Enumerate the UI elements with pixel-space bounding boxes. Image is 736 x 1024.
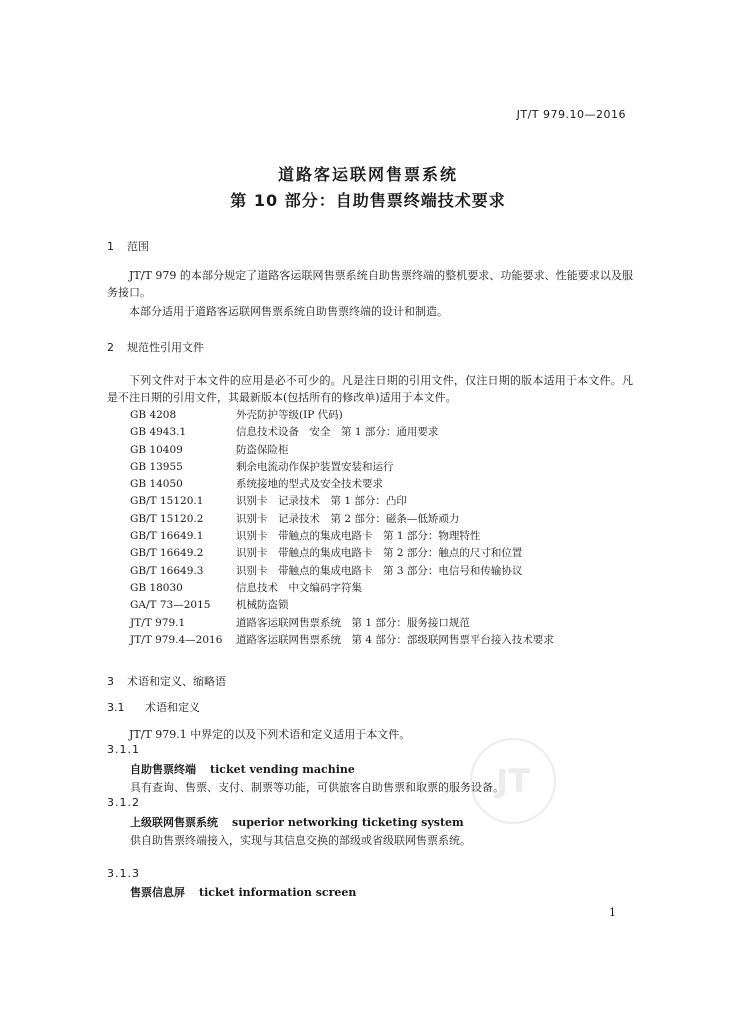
term-chinese: 自助售票终端	[130, 763, 196, 776]
reference-code: GB/T 15120.1	[130, 495, 204, 508]
reference-item	[130, 597, 554, 614]
term-chinese: 上级联网售票系统	[130, 816, 218, 829]
reference-code: GB 4943.1	[130, 426, 187, 439]
term-heading	[130, 814, 464, 830]
term-number: 3.1.3	[107, 867, 140, 880]
standard-code: JT/T 979.10—2016	[516, 108, 626, 121]
reference-item	[130, 615, 554, 632]
reference-code: GB/T 16649.1	[130, 530, 204, 543]
reference-title: 系统接地的型式及安全技术要求	[236, 478, 383, 491]
reference-item	[130, 459, 554, 476]
term-chinese: 售票信息屏	[130, 886, 185, 899]
reference-code: JT/T 979.4—2016	[130, 633, 223, 646]
section-number: 1	[107, 240, 114, 253]
reference-item	[130, 424, 554, 441]
reference-code: GB 18030	[130, 581, 183, 594]
term-english: superior networking ticketing system	[232, 816, 464, 829]
reference-item	[130, 442, 554, 459]
reference-title: 机械防盗锁	[236, 599, 289, 612]
reference-code: GB/T 16649.3	[130, 564, 204, 577]
normative-references-list	[130, 407, 554, 649]
reference-code: JT/T 979.1	[130, 616, 186, 629]
reference-code: GB 14050	[130, 478, 183, 491]
reference-title: 识别卡 带触点的集成电路卡 第 2 部分：触点的尺寸和位置	[236, 547, 523, 560]
section-number: 3	[107, 675, 114, 688]
section-1-heading	[107, 238, 149, 254]
reference-item	[130, 493, 554, 510]
reference-code: GA/T 73—2015	[130, 599, 211, 612]
reference-title: 道路客运联网售票系统 第 1 部分：服务接口规范	[236, 616, 470, 629]
term-definition: 具有查询、售票、支付、制票等功能，可供旅客自助售票和取票的服务设备。	[130, 781, 504, 794]
reference-title: 道路客运联网售票系统 第 4 部分：部级联网售票平台接入技术要求	[236, 633, 554, 646]
reference-title: 信息技术设备 安全 第 1 部分：通用要求	[236, 426, 439, 439]
term-english: ticket vending machine	[210, 763, 355, 776]
term-definition: 供自助售票终端接入，实现与其信息交换的部级或省级联网售票系统。	[130, 834, 471, 847]
section-number: 2	[107, 341, 114, 354]
reference-item	[130, 511, 554, 528]
section-2-paragraph-1: 下列文件对于本文件的应用是必不可少的。凡是注日期的引用文件，仅注日期的版本适用于本文件。凡是不注日期的引用文件，其最新版本(包括所有的修改单)适用于本文件。	[107, 374, 633, 404]
watermark-seal: JT	[470, 738, 556, 824]
section-3-heading	[107, 673, 226, 689]
term-number: 3.1.1	[107, 743, 140, 756]
page-number: 1	[609, 906, 616, 919]
reference-code: GB 13955	[130, 460, 183, 473]
reference-title: 识别卡 带触点的集成电路卡 第 1 部分：物理特性	[236, 530, 481, 543]
term-heading	[130, 761, 355, 777]
reference-item	[130, 476, 554, 493]
section-title: 术语和定义、缩略语	[127, 675, 226, 688]
reference-item	[130, 528, 554, 545]
term-number: 3.1.2	[107, 796, 140, 809]
section-1-paragraph-2: 本部分适用于道路客运联网售票系统自助售票终端的设计和制造。	[129, 305, 448, 318]
reference-code: GB 10409	[130, 443, 183, 456]
term-english: ticket information screen	[199, 886, 357, 899]
reference-title: 剩余电流动作保护装置安装和运行	[236, 460, 394, 473]
reference-title: 防盗保险柜	[236, 443, 289, 456]
subsection-number: 3.1	[107, 701, 125, 714]
reference-item	[130, 563, 554, 580]
section-1-paragraph-1: JT/T 979 的本部分规定了道路客运联网售票系统自助售票终端的整机要求、功能要求、性能要求以及服务接口。	[107, 269, 633, 299]
reference-title: 外壳防护等级(IP 代码)	[236, 409, 343, 421]
document-subtitle: 第 10 部分：自助售票终端技术要求	[230, 191, 506, 210]
reference-code: GB/T 16649.2	[130, 547, 204, 560]
section-title: 规范性引用文件	[127, 341, 204, 354]
reference-title: 识别卡 带触点的集成电路卡 第 3 部分：电信号和传输协议	[236, 564, 523, 577]
reference-title: 识别卡 记录技术 第 1 部分：凸印	[236, 495, 407, 508]
document-title: 道路客运联网售票系统	[277, 165, 458, 184]
definitions-intro: JT/T 979.1 中界定的以及下列术语和定义适用于本文件。	[129, 728, 411, 741]
section-2-heading	[107, 339, 204, 355]
subsection-title: 术语和定义	[145, 701, 200, 714]
reference-title: 信息技术 中文编码字符集	[236, 581, 362, 594]
reference-code: GB/T 15120.2	[130, 512, 204, 525]
reference-item	[130, 407, 554, 424]
reference-item	[130, 580, 554, 597]
subsection-3-1-heading	[107, 699, 200, 715]
reference-code: GB 4208	[130, 409, 177, 421]
reference-item	[130, 632, 554, 649]
reference-title: 识别卡 记录技术 第 2 部分：磁条—低矫顽力	[236, 512, 460, 525]
term-heading	[130, 884, 356, 900]
section-title: 范围	[127, 240, 149, 253]
reference-item	[130, 545, 554, 562]
